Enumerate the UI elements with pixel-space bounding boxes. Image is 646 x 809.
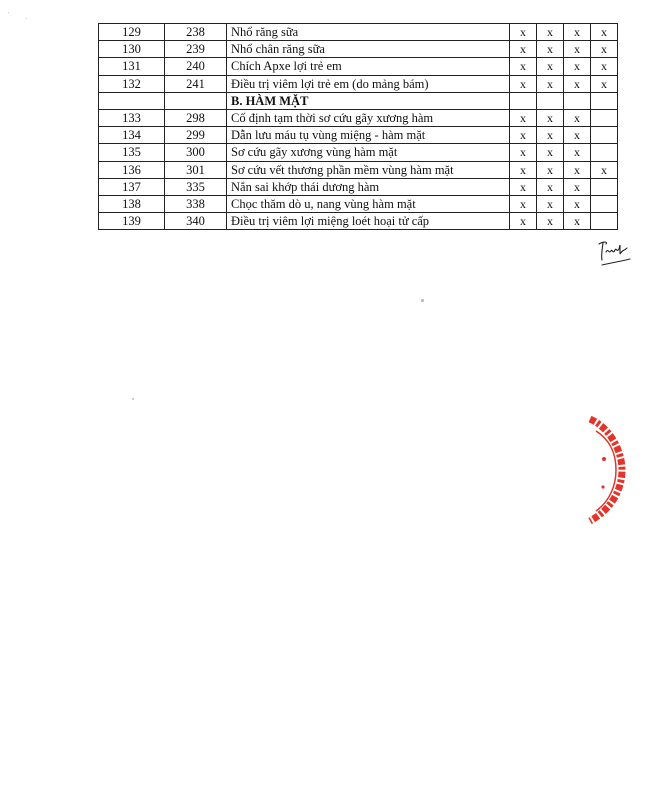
level-mark: x — [591, 75, 618, 92]
procedure-name: Điều trị viêm lợi trẻ em (do mảng bám) — [227, 75, 510, 92]
level-mark: x — [510, 195, 537, 212]
procedure-code: 335 — [165, 178, 227, 195]
table-row — [99, 58, 618, 75]
procedure-code: 299 — [165, 127, 227, 144]
level-mark: x — [510, 58, 537, 75]
level-mark: x — [564, 75, 591, 92]
procedure-name: Sơ cứu vết thương phần mềm vùng hàm mặt — [227, 161, 510, 178]
level-mark: x — [564, 24, 591, 41]
level-mark: x — [510, 144, 537, 161]
section-header-row — [99, 92, 618, 109]
level-mark: x — [537, 58, 564, 75]
level-mark: x — [564, 144, 591, 161]
level-mark: x — [510, 161, 537, 178]
signature-initials — [596, 236, 636, 270]
level-mark: x — [591, 24, 618, 41]
table-row — [99, 24, 618, 41]
level-mark: x — [510, 75, 537, 92]
row-number: 132 — [99, 75, 165, 92]
procedure-name: Chích Apxe lợi trẻ em — [227, 58, 510, 75]
procedure-name: Chọc thăm dò u, nang vùng hàm mặt — [227, 195, 510, 212]
level-mark: x — [510, 127, 537, 144]
level-mark: x — [564, 178, 591, 195]
table-body — [99, 24, 618, 230]
level-mark — [591, 144, 618, 161]
procedure-name: Điều trị viêm lợi miệng loét hoại tử cấp — [227, 213, 510, 230]
level-mark — [591, 92, 618, 109]
level-mark: x — [537, 75, 564, 92]
table-row — [99, 109, 618, 126]
level-mark: x — [537, 41, 564, 58]
level-mark: x — [537, 144, 564, 161]
level-mark: x — [564, 195, 591, 212]
row-number: 133 — [99, 109, 165, 126]
red-stamp-seal — [582, 415, 626, 525]
level-mark — [564, 92, 591, 109]
level-mark: x — [537, 127, 564, 144]
level-mark: x — [564, 58, 591, 75]
procedure-code — [165, 92, 227, 109]
level-mark — [537, 92, 564, 109]
level-mark: x — [591, 41, 618, 58]
level-mark: x — [564, 41, 591, 58]
table-row — [99, 41, 618, 58]
table-row — [99, 195, 618, 212]
level-mark: x — [510, 109, 537, 126]
table-row — [99, 161, 618, 178]
level-mark — [510, 92, 537, 109]
level-mark: x — [564, 127, 591, 144]
row-number — [99, 92, 165, 109]
procedure-code: 240 — [165, 58, 227, 75]
level-mark — [591, 195, 618, 212]
procedure-name: Nhổ răng sữa — [227, 24, 510, 41]
row-number: 135 — [99, 144, 165, 161]
row-number: 129 — [99, 24, 165, 41]
level-mark: x — [564, 161, 591, 178]
procedure-name: Nhổ chân răng sữa — [227, 41, 510, 58]
level-mark: x — [564, 213, 591, 230]
procedure-table — [98, 23, 618, 230]
row-number: 138 — [99, 195, 165, 212]
level-mark: x — [591, 58, 618, 75]
level-mark: x — [537, 213, 564, 230]
level-mark — [591, 127, 618, 144]
level-mark: x — [537, 161, 564, 178]
procedure-code: 338 — [165, 195, 227, 212]
procedure-name: Dẫn lưu máu tụ vùng miệng - hàm mặt — [227, 127, 510, 144]
level-mark: x — [591, 161, 618, 178]
procedure-code: 340 — [165, 213, 227, 230]
level-mark: x — [510, 24, 537, 41]
row-number: 131 — [99, 58, 165, 75]
level-mark: x — [564, 109, 591, 126]
procedure-code: 301 — [165, 161, 227, 178]
level-mark: x — [537, 109, 564, 126]
level-mark — [591, 213, 618, 230]
level-mark: x — [537, 195, 564, 212]
level-mark: x — [537, 178, 564, 195]
procedure-name: Nắn sai khớp thái dương hàm — [227, 178, 510, 195]
row-number: 137 — [99, 178, 165, 195]
table-row — [99, 213, 618, 230]
procedure-code: 300 — [165, 144, 227, 161]
procedure-code: 241 — [165, 75, 227, 92]
procedure-name: Cố định tạm thời sơ cứu gãy xương hàm — [227, 109, 510, 126]
level-mark — [591, 109, 618, 126]
table-row — [99, 144, 618, 161]
level-mark — [591, 178, 618, 195]
table-row — [99, 127, 618, 144]
level-mark: x — [510, 41, 537, 58]
table-row — [99, 178, 618, 195]
level-mark: x — [510, 213, 537, 230]
row-number: 139 — [99, 213, 165, 230]
level-mark: x — [537, 24, 564, 41]
level-mark: x — [510, 178, 537, 195]
row-number: 136 — [99, 161, 165, 178]
procedure-code: 239 — [165, 41, 227, 58]
procedure-code: 298 — [165, 109, 227, 126]
table-row — [99, 75, 618, 92]
row-number: 134 — [99, 127, 165, 144]
section-title: B. HÀM MẶT — [227, 92, 510, 109]
row-number: 130 — [99, 41, 165, 58]
procedure-name: Sơ cứu gãy xương vùng hàm mặt — [227, 144, 510, 161]
procedure-code: 238 — [165, 24, 227, 41]
